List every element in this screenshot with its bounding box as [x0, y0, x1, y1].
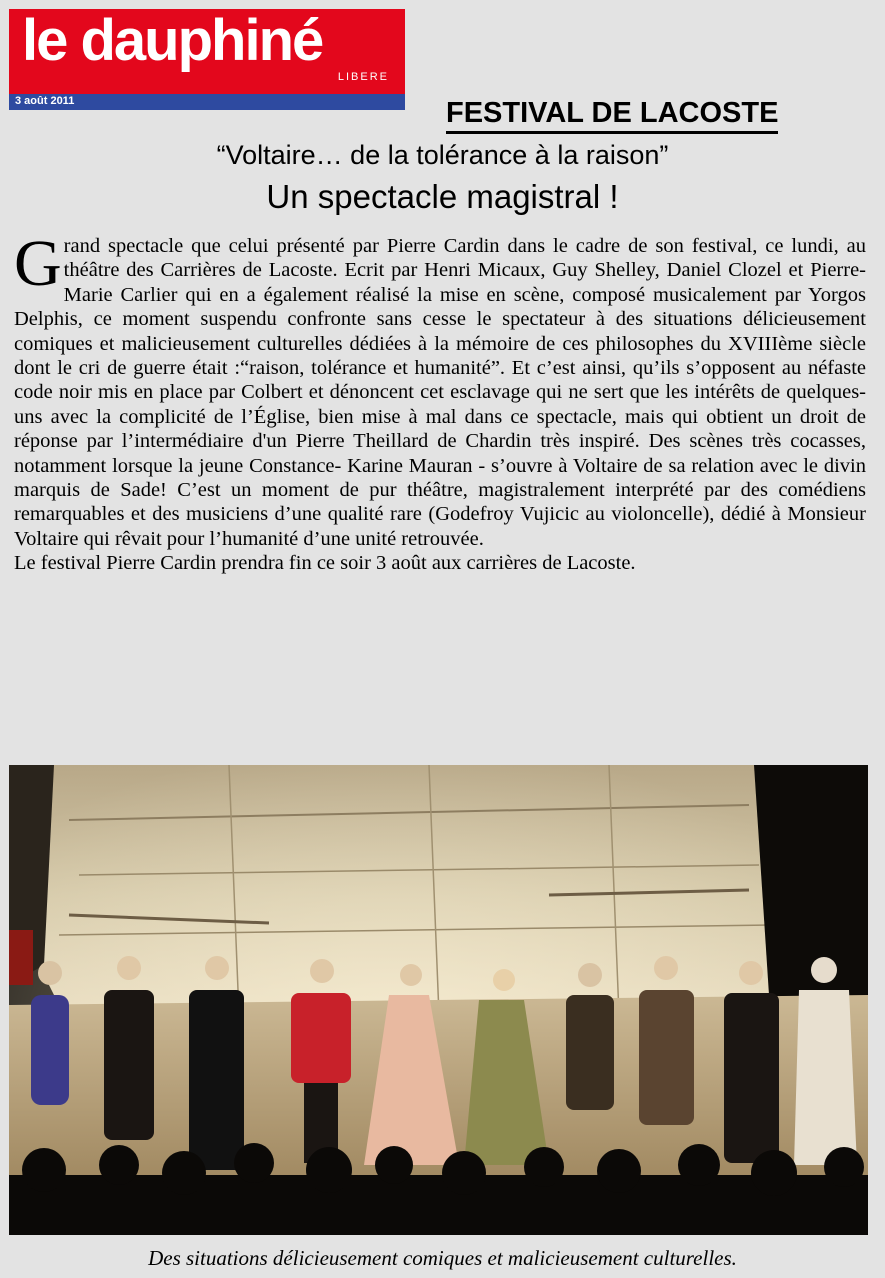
- article-body: [14, 227, 866, 576]
- stage-photo: [9, 765, 868, 1235]
- stage-photo-illustration: [9, 765, 868, 1235]
- date-bar: [9, 94, 405, 110]
- article-subtitle: “Voltaire… de la tolérance à la raison”: [216, 140, 669, 170]
- drop-cap: G: [14, 227, 62, 300]
- brand-name: le dauphiné: [22, 8, 323, 73]
- publication-date: 3 août 2011: [15, 95, 75, 107]
- article-paragraph-1: [14, 227, 866, 551]
- article-headline: Un spectacle magistral !: [266, 178, 619, 215]
- article-paragraph-2: Le festival Pierre Cardin prendra fin ce soir 3 août aux carrières de Lacoste.: [14, 552, 636, 575]
- brand-subtitle: LIBERE: [337, 71, 389, 83]
- masthead-logo: [9, 9, 405, 94]
- paragraph-1-text: rand spectacle que celui présenté par Pierre Cardin dans le cadre de son festival, ce lundi, au théâtre des Carrières de Lacoste. Ecrit par Henri Micaux, Guy Shelley, Daniel Clozel et Pierre-Marie Carlier qui en a également réalisé la mise en scène, composé musicalement par Yorgos Delphis, ce moment suspendu confronte sans cesse le spectateur à des situations délicieusement comiques et malicieusement culturelles dédiées à la mémoire de ces philosophes du XVIIIème siècle dont le cri de guerre était :“raison, tolérance et humanité”. Et c’est ainsi, qu’ils s’opposent au néfaste code noir mis en place par Colbert et dénoncent cet esclavage qui ne sert que les intérêts de quelques-uns avec la complicité de l’Église, bien mise à mal dans ce spectacle, mais qui obtient un droit de réponse par l’intermédiaire d'un Pierre Theillard de Chardin très inspiré. Des scènes très cocasses, notamment lorsque la jeune Constance- Karine Mauran - s’ouvre à Voltaire de sa relation avec le divin marquis de Sade! C’est un moment de pur théâtre, magistralement interprété par des comédiens remarquables et des musiciens d’une qualité rare (Godefroy Vujicic au violoncelle), dédié à Monsieur Voltaire qui rêvait pour l’humanité d’une unité retrouvée.: [14, 235, 866, 550]
- section-title: FESTIVAL DE LACOSTE: [446, 97, 778, 134]
- photo-caption: Des situations délicieusement comiques et malicieusement culturelles.: [148, 1246, 737, 1270]
